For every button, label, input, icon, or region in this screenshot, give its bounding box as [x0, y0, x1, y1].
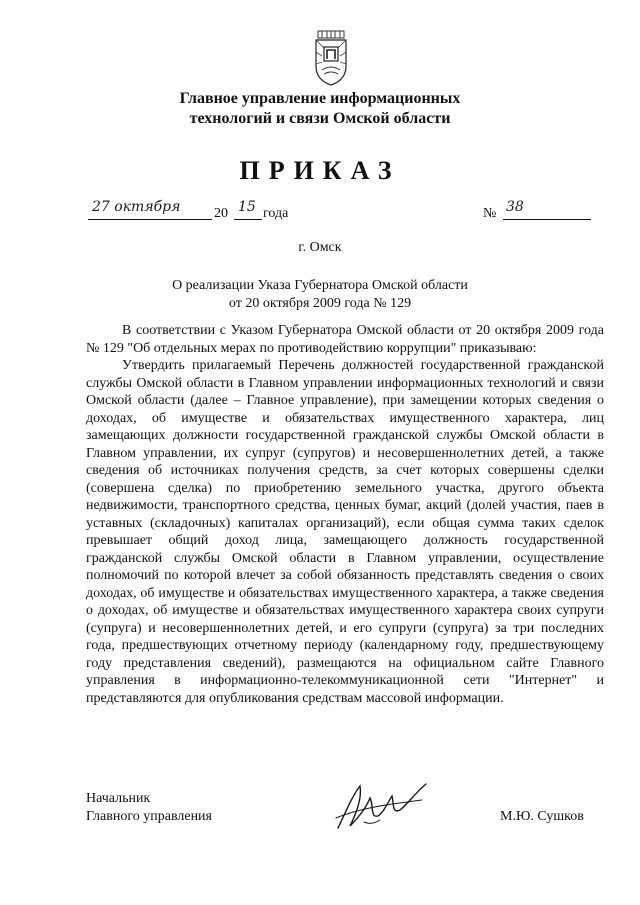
decree-paragraph: Утвердить прилагаемый Перечень должностей государственной гражданской службы Омской области в Главном управлении информационных технологий и связи Омской области (далее – Главное управление), при замещении которых сведения о доходах, об имуществе и обязательствах имущественного характера, лиц замещающих должности государственной гражданской службы Омской области в Главном управлении, их супруг (супругов) и несовершеннолетних детей, а также сведения об источниках получения средств, за счет которых совершены сделки (совершена сделка) по приобретению земельного участка, другого объекта недвижимости, транспортного средства, ценных бумаг, акций (долей участия, паев в уставных (складочных) капиталах организаций), если общая сумма таких сделок превышает общий доход лица, замещающего должность государственной гражданской службы Омской области в Главном управлении, осуществление полномочий по которой влечет за собой обязанность представлять сведения о своих доходах, об имуществе и обязательствах имущественного характера, а также сведения о доходах, об имуществе и обязательствах имущественного характера своих супруги (супруга) и несовершеннолетних детей, и его супруги (супруга) за три последних года, предшествующих отчетному периоду (календарному году, предшествующему году представления сведений), размещаются на официальном сайте Главного управления в информационно-телекоммуникационной сети "Интернет" и представляются для опубликования средствам массовой информации.	[86, 358, 604, 706]
organization-name-line2: технологий и связи Омской области	[189, 110, 451, 127]
handwritten-signature	[330, 778, 430, 836]
date-day-field	[88, 199, 212, 220]
number-sign: №	[483, 206, 497, 221]
year-prefix: 20	[214, 206, 228, 221]
signatory-title-line1: Начальник	[86, 791, 151, 806]
coat-of-arms-emblem	[310, 30, 352, 86]
year-suffix-field	[234, 199, 262, 220]
year-suffix-handwritten: 15	[238, 199, 256, 215]
organization-name-line1: Главное управление информационных	[179, 90, 461, 107]
city: г. Омск	[298, 240, 342, 255]
subject-line1: О реализации Указа Губернатора Омской области	[172, 278, 468, 293]
preamble-paragraph: В соответствии с Указом Губернатора Омской области от 20 октября 2009 года № 129 "Об отдельных мерах по противодействию коррупции" приказываю:	[86, 323, 604, 356]
order-number-field	[503, 199, 591, 220]
subject-line2: от 20 октября 2009 года № 129	[228, 296, 412, 311]
order-body	[86, 322, 604, 707]
order-number-handwritten: 38	[506, 199, 524, 215]
signatory-name: М.Ю. Сушков	[500, 809, 584, 824]
document-title: ПРИКАЗ	[239, 156, 401, 185]
signatory-title-line2: Главного управления	[86, 809, 212, 824]
year-word: года	[263, 206, 289, 221]
date-day-handwritten: 27 октября	[92, 199, 181, 215]
